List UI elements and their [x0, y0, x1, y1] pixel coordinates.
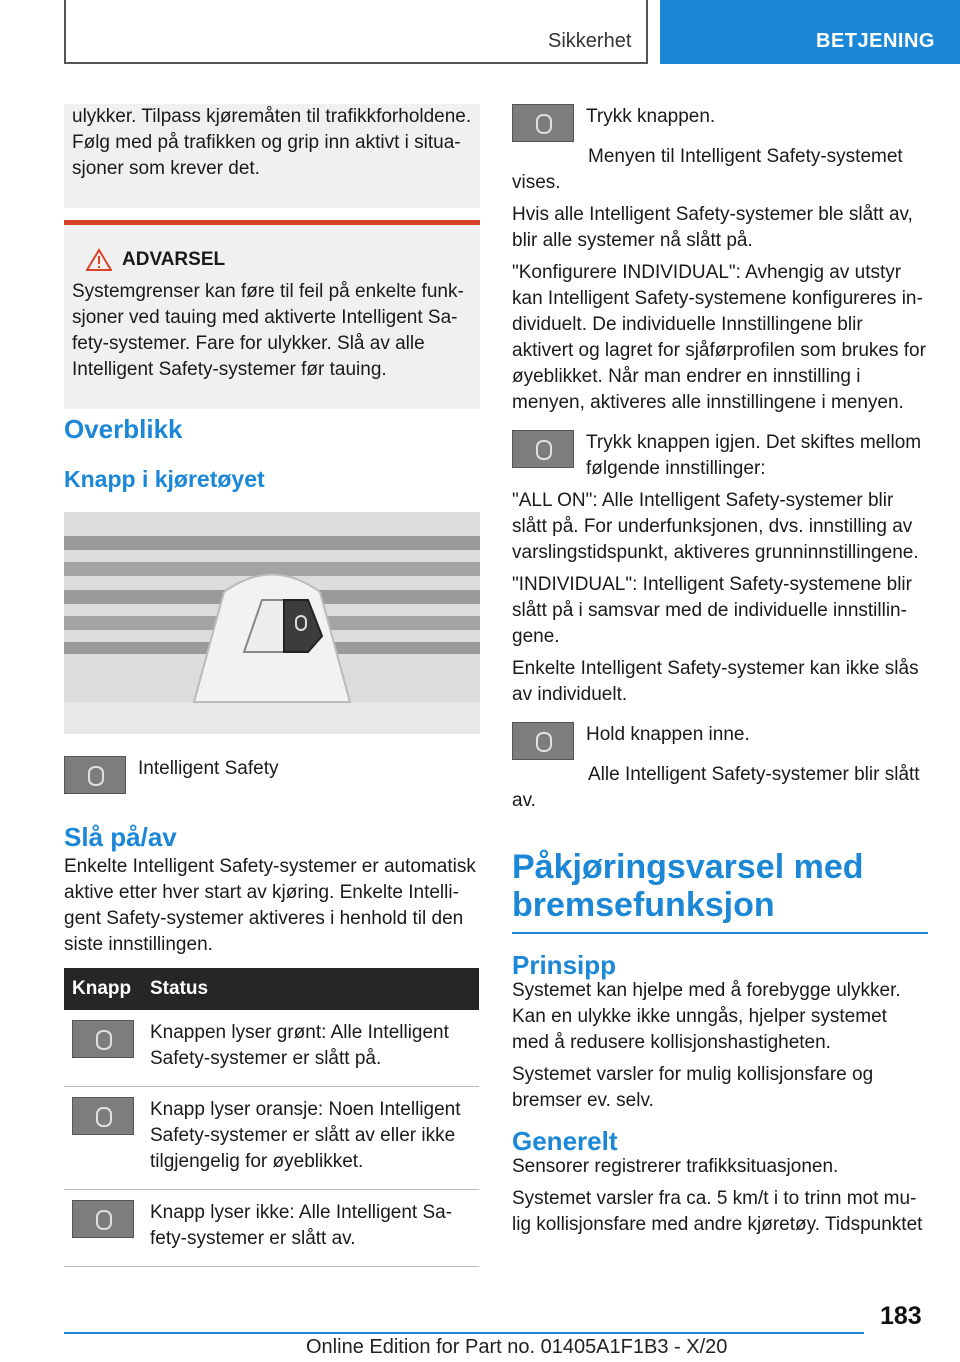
col-status: Status	[142, 968, 479, 1010]
para-2: "Konfigurere INDIVIDUAL": Avhengig av utstyr kan Intelligent Safety-systemene konfigureres individuelt. De individuelle Innstillingene blir aktivert og lagret for sjåførprofilen som brukes for øyeblikket. Når man endrer en innstilling i menyen, aktiveres alle innstillingene i menyen.	[512, 262, 926, 413]
press-button-icon	[512, 104, 574, 142]
heading-pakjoringsvarsel: Påkjøringsvarsel med bremsefunksjon	[512, 848, 864, 924]
warning-heading	[86, 247, 470, 273]
status-table-wrap	[64, 968, 479, 1267]
step1-b: Menyen til Intelligent Safety-systemet vises.	[512, 146, 903, 193]
para-3: "ALL ON": Alle Intelligent Safety-systemer blir slått på. For underfunksjonen, dvs. innstilling av varslingstidspunkt, aktiveres grunninnstillingene.	[512, 490, 919, 563]
button-orange-icon	[72, 1097, 134, 1135]
para-5: Enkelte Intelligent Safety-systemer kan ikke slås av individuelt.	[512, 658, 919, 705]
section-title: Sikkerhet	[548, 30, 632, 52]
left-column	[64, 104, 480, 409]
warning-box	[64, 220, 480, 409]
para-1: Hvis alle Intelligent Safety-systemer ble slått av, blir alle systemer nå slått på.	[512, 204, 913, 251]
table-header	[64, 968, 479, 1010]
warning-title: ADVARSEL	[122, 249, 226, 270]
footer-edition: Online Edition for Part no. 01405A1F1B3 - X/20	[306, 1336, 728, 1358]
status-cell: Knappen lyser grønt: Alle Intelligent Safety-systemer er slått på.	[142, 1010, 479, 1087]
table-row	[64, 1087, 479, 1190]
prinsipp-2: Systemet varsler for mulig kollisjonsfare og bremser ev. selv.	[512, 1064, 874, 1111]
right-column	[512, 104, 928, 1244]
section-rule	[512, 932, 928, 934]
status-cell: Knapp lyser ikke: Alle Intelligent Safety-systemer er slått av.	[142, 1190, 479, 1267]
on-off-section	[64, 824, 480, 964]
vehicle-button-photo	[64, 512, 480, 734]
chapter-tab-label: BETJENING	[816, 30, 935, 52]
generelt-2: Systemet varsler fra ca. 5 km/t i to trinn mot mulig kollisjonsfare med andre kjøretøy. Tidspunktet	[512, 1188, 923, 1235]
page-number: 183	[880, 1302, 922, 1330]
overview-section	[64, 416, 480, 492]
heading-sla: Slå på/av	[64, 822, 177, 852]
table-row	[64, 1190, 479, 1267]
step3-a: Hold knappen inne.	[586, 724, 750, 745]
button-caption-row	[64, 756, 480, 794]
heading-generelt: Generelt	[512, 1126, 618, 1156]
heading-prinsipp: Prinsipp	[512, 950, 617, 980]
grille-illustration	[64, 512, 480, 734]
step1-a: Trykk knappen.	[586, 106, 716, 127]
warning-triangle-icon	[86, 248, 112, 272]
press-again-button-icon	[512, 430, 574, 468]
button-caption: Intelligent Safety	[138, 758, 279, 779]
step2: Trykk knappen igjen. Det skiftes mellom følgende innstillinger:	[586, 432, 922, 479]
step3-b: Alle Intelligent Safety-systemer blir slått av.	[512, 764, 920, 811]
chapter-tab[interactable]	[660, 0, 960, 64]
prinsipp-1: Systemet kan hjelpe med å forebygge ulykker. Kan en ulykke ikke unngås, hjelper systemet med å redusere kollisjonshastigheten.	[512, 980, 901, 1053]
status-table	[64, 968, 479, 1267]
footer-rule	[64, 1332, 864, 1334]
intro-box	[64, 104, 480, 208]
heading-knapp: Knapp i kjøretøyet	[64, 466, 265, 492]
col-knapp: Knapp	[64, 968, 142, 1010]
hold-button-icon	[512, 722, 574, 760]
button-green-icon	[72, 1020, 134, 1058]
para-4: "INDIVIDUAL": Intelligent Safety-systemene blir slått på i samsvar med de individuelle innstillingene.	[512, 574, 912, 647]
status-cell: Knapp lyser oransje: Noen Intelligent Safety-systemer er slått av eller ikke tilgjengelig for øyeblikket.	[142, 1087, 479, 1190]
sla-text: Enkelte Intelligent Safety-systemer er automatisk aktive etter hver start av kjøring. Enkelte Intelligent Safety-systemer aktiveres i henhold til den siste innstillingen.	[64, 856, 476, 955]
intro-text: ulykker. Tilpass kjøremåten til trafikkforholdene. Følg med på trafikken og grip inn aktivt i situasjoner som krever det.	[72, 106, 472, 179]
warning-text: Systemgrenser kan føre til feil på enkelte funksjoner ved tauing med aktiverte Intelligent Safety-systemer. Fare for ulykker. Slå av alle Intelligent Safety-systemer før tauing.	[72, 281, 464, 380]
heading-overblikk: Overblikk	[64, 414, 183, 444]
table-row	[64, 1010, 479, 1087]
intelligent-safety-button-icon	[64, 756, 126, 794]
button-off-icon	[72, 1200, 134, 1238]
generelt-1: Sensorer registrerer trafikksituasjonen.	[512, 1156, 839, 1177]
